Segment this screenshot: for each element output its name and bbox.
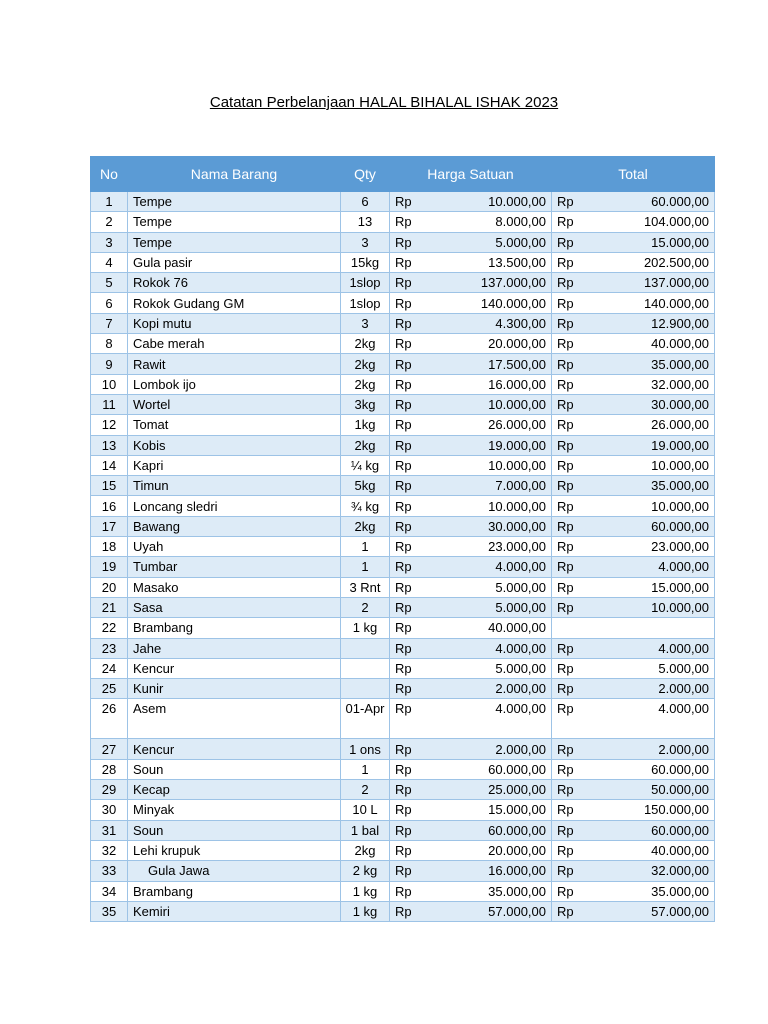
cell-nama-barang: Lehi krupuk [128,840,341,860]
cell-total-currency: Rp [552,577,598,597]
cell-no: 30 [91,800,128,820]
table-row [91,577,715,597]
cell-harga-currency: Rp [390,759,436,779]
cell-total [598,618,715,638]
cell-harga-satuan: 25.000,00 [436,780,552,800]
table-row [91,557,715,577]
table-row [91,658,715,678]
table-row [91,820,715,840]
cell-qty: 2 kg [341,861,390,881]
cell-harga-currency: Rp [390,820,436,840]
table-row [91,739,715,759]
cell-total-currency: Rp [552,739,598,759]
cell-total-currency: Rp [552,881,598,901]
cell-harga-currency: Rp [390,800,436,820]
header-total: Total [552,157,715,192]
cell-harga-currency: Rp [390,212,436,232]
cell-nama-barang: Tempe [128,212,341,232]
cell-qty: 1 [341,759,390,779]
header-nama-barang: Nama Barang [128,157,341,192]
cell-qty: 10 L [341,800,390,820]
table-row [91,212,715,232]
cell-total: 26.000,00 [598,415,715,435]
cell-total: 5.000,00 [598,658,715,678]
cell-total: 32.000,00 [598,861,715,881]
table-row [91,597,715,617]
cell-harga-currency: Rp [390,901,436,921]
table-row [91,293,715,313]
cell-no: 33 [91,861,128,881]
cell-nama-barang: Tomat [128,415,341,435]
cell-total: 150.000,00 [598,800,715,820]
cell-total-currency: Rp [552,516,598,536]
cell-harga-currency: Rp [390,232,436,252]
cell-harga-satuan: 35.000,00 [436,881,552,901]
cell-total: 12.900,00 [598,313,715,333]
table-row [91,537,715,557]
cell-harga-currency: Rp [390,496,436,516]
header-row [91,157,715,192]
cell-nama-barang: Minyak [128,800,341,820]
cell-harga-currency: Rp [390,374,436,394]
cell-total: 40.000,00 [598,334,715,354]
table-row [91,394,715,414]
cell-qty: 3 Rnt [341,577,390,597]
cell-nama-barang: Rokok 76 [128,273,341,293]
table-row [91,618,715,638]
cell-no: 22 [91,618,128,638]
cell-harga-satuan: 4.000,00 [436,638,552,658]
cell-harga-currency: Rp [390,861,436,881]
cell-total: 4.000,00 [598,699,715,739]
cell-nama-barang: Rawit [128,354,341,374]
cell-qty: 2kg [341,516,390,536]
cell-nama-barang: Sasa [128,597,341,617]
cell-total-currency: Rp [552,759,598,779]
cell-harga-satuan: 16.000,00 [436,861,552,881]
cell-no: 20 [91,577,128,597]
cell-nama-barang: Soun [128,759,341,779]
cell-harga-satuan: 19.000,00 [436,435,552,455]
cell-harga-currency: Rp [390,252,436,272]
cell-total-currency: Rp [552,840,598,860]
cell-qty: 15kg [341,252,390,272]
table-row [91,638,715,658]
cell-nama-barang: Uyah [128,537,341,557]
cell-no: 19 [91,557,128,577]
cell-harga-currency: Rp [390,435,436,455]
cell-harga-currency: Rp [390,597,436,617]
cell-total-currency: Rp [552,476,598,496]
cell-total-currency: Rp [552,334,598,354]
cell-qty: 01-Apr [341,699,390,739]
cell-no: 32 [91,840,128,860]
cell-harga-satuan: 30.000,00 [436,516,552,536]
cell-no: 4 [91,252,128,272]
cell-no: 9 [91,354,128,374]
cell-no: 35 [91,901,128,921]
cell-harga-satuan: 57.000,00 [436,901,552,921]
cell-no: 11 [91,394,128,414]
cell-harga-satuan: 4.000,00 [436,557,552,577]
cell-total: 2.000,00 [598,739,715,759]
cell-no: 31 [91,820,128,840]
cell-total: 10.000,00 [598,455,715,475]
cell-nama-barang: Kecap [128,780,341,800]
cell-harga-currency: Rp [390,313,436,333]
cell-no: 14 [91,455,128,475]
cell-harga-satuan: 5.000,00 [436,597,552,617]
shopping-table [90,156,715,922]
cell-total: 50.000,00 [598,780,715,800]
document-title: Catatan Perbelanjaan HALAL BIHALAL ISHAK 2023 [209,94,559,111]
cell-harga-satuan: 20.000,00 [436,840,552,860]
cell-nama-barang: Asem [128,699,341,739]
cell-no: 27 [91,739,128,759]
cell-total-currency: Rp [552,374,598,394]
cell-total-currency: Rp [552,212,598,232]
cell-total-currency: Rp [552,273,598,293]
cell-harga-currency: Rp [390,455,436,475]
cell-qty: 6 [341,192,390,212]
cell-total: 104.000,00 [598,212,715,232]
cell-total-currency: Rp [552,455,598,475]
cell-total: 140.000,00 [598,293,715,313]
cell-no: 6 [91,293,128,313]
cell-qty [341,638,390,658]
cell-harga-satuan: 140.000,00 [436,293,552,313]
cell-qty: 3kg [341,394,390,414]
cell-no: 21 [91,597,128,617]
cell-total: 35.000,00 [598,476,715,496]
cell-no: 26 [91,699,128,739]
cell-nama-barang: Rokok Gudang GM [128,293,341,313]
cell-nama-barang: Lombok ijo [128,374,341,394]
cell-total-currency: Rp [552,820,598,840]
cell-harga-satuan: 23.000,00 [436,537,552,557]
cell-total-currency: Rp [552,780,598,800]
table-row [91,476,715,496]
cell-total: 35.000,00 [598,881,715,901]
cell-nama-barang: Gula Jawa [128,861,341,881]
cell-total: 15.000,00 [598,232,715,252]
cell-harga-satuan: 2.000,00 [436,739,552,759]
cell-qty: 13 [341,212,390,232]
cell-no: 16 [91,496,128,516]
cell-nama-barang: Kemiri [128,901,341,921]
table-row [91,901,715,921]
cell-total-currency: Rp [552,496,598,516]
cell-nama-barang: Loncang sledri [128,496,341,516]
cell-total: 10.000,00 [598,496,715,516]
table-row [91,354,715,374]
cell-no: 15 [91,476,128,496]
table-row [91,435,715,455]
cell-total-currency: Rp [552,293,598,313]
cell-total-currency: Rp [552,313,598,333]
cell-qty: 1slop [341,273,390,293]
cell-qty: 2kg [341,354,390,374]
cell-nama-barang: Brambang [128,618,341,638]
cell-qty: 3 [341,313,390,333]
table-row [91,232,715,252]
cell-qty: 5kg [341,476,390,496]
cell-qty: ¼ kg [341,455,390,475]
cell-total: 60.000,00 [598,759,715,779]
table-row [91,496,715,516]
cell-harga-satuan: 5.000,00 [436,577,552,597]
cell-no: 2 [91,212,128,232]
cell-harga-currency: Rp [390,577,436,597]
cell-total: 15.000,00 [598,577,715,597]
cell-total-currency: Rp [552,638,598,658]
cell-nama-barang: Kapri [128,455,341,475]
table-row [91,516,715,536]
cell-total-currency: Rp [552,861,598,881]
cell-harga-satuan: 4.000,00 [436,699,552,739]
cell-harga-satuan: 26.000,00 [436,415,552,435]
cell-no: 5 [91,273,128,293]
header-qty: Qty [341,157,390,192]
cell-nama-barang: Masako [128,577,341,597]
cell-nama-barang: Kopi mutu [128,313,341,333]
cell-harga-currency: Rp [390,293,436,313]
cell-no: 3 [91,232,128,252]
cell-harga-satuan: 15.000,00 [436,800,552,820]
table-row [91,273,715,293]
cell-qty: 2kg [341,435,390,455]
cell-total-currency [552,618,598,638]
table-row [91,861,715,881]
cell-no: 23 [91,638,128,658]
cell-harga-satuan: 13.500,00 [436,252,552,272]
cell-harga-currency: Rp [390,537,436,557]
cell-total: 32.000,00 [598,374,715,394]
cell-total-currency: Rp [552,232,598,252]
cell-harga-currency: Rp [390,557,436,577]
cell-total: 4.000,00 [598,557,715,577]
cell-harga-currency: Rp [390,273,436,293]
cell-no: 28 [91,759,128,779]
cell-qty: 1 kg [341,901,390,921]
cell-harga-satuan: 40.000,00 [436,618,552,638]
cell-harga-satuan: 10.000,00 [436,496,552,516]
cell-harga-satuan: 137.000,00 [436,273,552,293]
cell-qty: 1 ons [341,739,390,759]
table-row [91,679,715,699]
cell-total: 19.000,00 [598,435,715,455]
cell-total: 60.000,00 [598,516,715,536]
cell-harga-satuan: 5.000,00 [436,232,552,252]
cell-harga-currency: Rp [390,638,436,658]
table-row [91,415,715,435]
cell-harga-currency: Rp [390,192,436,212]
cell-qty [341,658,390,678]
cell-no: 18 [91,537,128,557]
cell-nama-barang: Kencur [128,739,341,759]
cell-total-currency: Rp [552,597,598,617]
cell-harga-currency: Rp [390,618,436,638]
cell-nama-barang: Soun [128,820,341,840]
cell-total: 30.000,00 [598,394,715,414]
table-row [91,840,715,860]
cell-nama-barang: Bawang [128,516,341,536]
table-row [91,759,715,779]
cell-harga-currency: Rp [390,780,436,800]
cell-total: 202.500,00 [598,252,715,272]
cell-qty: ¾ kg [341,496,390,516]
cell-total-currency: Rp [552,658,598,678]
cell-no: 8 [91,334,128,354]
cell-total: 10.000,00 [598,597,715,617]
cell-nama-barang: Gula pasir [128,252,341,272]
cell-qty: 3 [341,232,390,252]
table-body [91,192,715,922]
cell-harga-currency: Rp [390,658,436,678]
cell-no: 25 [91,679,128,699]
cell-harga-satuan: 20.000,00 [436,334,552,354]
cell-harga-satuan: 4.300,00 [436,313,552,333]
cell-total: 23.000,00 [598,537,715,557]
cell-nama-barang: Tempe [128,232,341,252]
cell-harga-currency: Rp [390,394,436,414]
cell-harga-satuan: 17.500,00 [436,354,552,374]
cell-total: 60.000,00 [598,820,715,840]
cell-nama-barang: Jahe [128,638,341,658]
table-row [91,334,715,354]
cell-harga-currency: Rp [390,354,436,374]
cell-total: 40.000,00 [598,840,715,860]
cell-harga-satuan: 8.000,00 [436,212,552,232]
cell-total-currency: Rp [552,354,598,374]
cell-no: 7 [91,313,128,333]
cell-nama-barang: Kencur [128,658,341,678]
cell-no: 13 [91,435,128,455]
cell-no: 29 [91,780,128,800]
cell-total: 4.000,00 [598,638,715,658]
cell-nama-barang: Tumbar [128,557,341,577]
table-row [91,313,715,333]
cell-qty: 1 [341,537,390,557]
cell-harga-satuan: 10.000,00 [436,192,552,212]
cell-qty [341,679,390,699]
cell-no: 12 [91,415,128,435]
cell-nama-barang: Tempe [128,192,341,212]
table-row [91,455,715,475]
cell-qty: 2 [341,597,390,617]
cell-nama-barang: Cabe merah [128,334,341,354]
cell-harga-satuan: 10.000,00 [436,455,552,475]
table-row [91,800,715,820]
cell-harga-currency: Rp [390,881,436,901]
cell-harga-currency: Rp [390,739,436,759]
cell-harga-satuan: 60.000,00 [436,759,552,779]
table-row [91,252,715,272]
cell-nama-barang: Wortel [128,394,341,414]
cell-nama-barang: Kunir [128,679,341,699]
cell-qty: 2 [341,780,390,800]
cell-qty: 1 kg [341,618,390,638]
cell-total-currency: Rp [552,537,598,557]
cell-harga-satuan: 5.000,00 [436,658,552,678]
cell-nama-barang: Kobis [128,435,341,455]
cell-nama-barang: Brambang [128,881,341,901]
cell-total-currency: Rp [552,252,598,272]
cell-qty: 2kg [341,840,390,860]
cell-no: 34 [91,881,128,901]
cell-qty: 1 bal [341,820,390,840]
cell-total: 2.000,00 [598,679,715,699]
cell-harga-currency: Rp [390,334,436,354]
header-harga-satuan: Harga Satuan [390,157,552,192]
cell-total: 57.000,00 [598,901,715,921]
cell-harga-currency: Rp [390,679,436,699]
cell-total-currency: Rp [552,679,598,699]
cell-no: 10 [91,374,128,394]
table-row [91,699,715,739]
cell-total-currency: Rp [552,192,598,212]
cell-harga-satuan: 60.000,00 [436,820,552,840]
cell-total-currency: Rp [552,394,598,414]
cell-harga-currency: Rp [390,476,436,496]
cell-qty: 2kg [341,374,390,394]
cell-total: 35.000,00 [598,354,715,374]
cell-harga-satuan: 7.000,00 [436,476,552,496]
table-row [91,192,715,212]
cell-harga-currency: Rp [390,415,436,435]
cell-total: 137.000,00 [598,273,715,293]
table-row [91,881,715,901]
cell-total-currency: Rp [552,800,598,820]
cell-total: 60.000,00 [598,192,715,212]
cell-total-currency: Rp [552,557,598,577]
cell-qty: 1kg [341,415,390,435]
cell-harga-currency: Rp [390,840,436,860]
cell-no: 17 [91,516,128,536]
cell-total-currency: Rp [552,435,598,455]
cell-total-currency: Rp [552,699,598,739]
cell-no: 1 [91,192,128,212]
cell-qty: 1 kg [341,881,390,901]
cell-harga-currency: Rp [390,516,436,536]
cell-no: 24 [91,658,128,678]
header-no: No [91,157,128,192]
cell-total-currency: Rp [552,901,598,921]
cell-qty: 2kg [341,334,390,354]
cell-harga-satuan: 16.000,00 [436,374,552,394]
cell-total-currency: Rp [552,415,598,435]
cell-qty: 1slop [341,293,390,313]
cell-harga-currency: Rp [390,699,436,739]
cell-harga-satuan: 2.000,00 [436,679,552,699]
table-row [91,374,715,394]
cell-harga-satuan: 10.000,00 [436,394,552,414]
cell-nama-barang: Timun [128,476,341,496]
table-row [91,780,715,800]
cell-qty: 1 [341,557,390,577]
